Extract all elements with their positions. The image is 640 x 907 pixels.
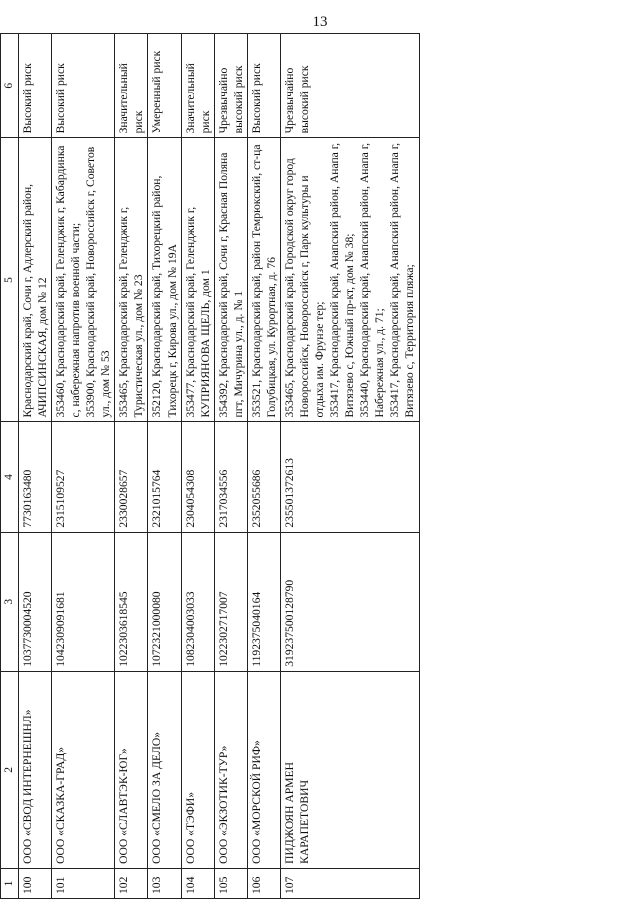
registry-table	[0, 33, 420, 899]
header-cell: 5	[1, 138, 19, 422]
address-cell	[52, 138, 115, 422]
address-line: 352120, Краснодарский край, Тихорецкий район, Тихорецк г, Кирова ул., дом № 19А	[150, 175, 179, 418]
risk-category: Умеренный риск	[148, 34, 181, 138]
row-number: 102	[115, 868, 148, 898]
risk-category: Высокий риск	[247, 34, 280, 138]
address-line: 353900, Краснодарский край, Новороссийск г, Советов ул., дом № 53	[84, 146, 113, 418]
organization-name: ООО «ЭКЗОТИК-ТУР»	[214, 671, 247, 868]
ogrn-value: 1037730004520	[18, 532, 51, 671]
address-line: 353477, Краснодарский край, Геленджик г, КУПРИЯНОВА ЩЕЛЬ, дом 1	[183, 206, 212, 418]
table-row	[280, 34, 419, 899]
table-row	[214, 34, 247, 899]
address-line: 353417, Краснодарский край, Анапский район, Анапа г, Витязево с, Южный пр-кт, дом № 38;	[328, 142, 357, 418]
row-number: 105	[214, 868, 247, 898]
inn-value: 2352055686	[247, 422, 280, 532]
risk-category: Значительный риск	[115, 34, 148, 138]
row-number: 107	[280, 868, 419, 898]
address-cell	[148, 138, 181, 422]
table-row	[18, 34, 51, 899]
inn-value: 2304054308	[181, 422, 214, 532]
organization-name: ООО «СВОД ИНТЕРНЕШНЛ»	[18, 671, 51, 868]
ogrn-value: 1022302717007	[214, 532, 247, 671]
ogrn-value: 1072321000080	[148, 532, 181, 671]
row-number: 100	[18, 868, 51, 898]
organization-name: ООО «ТЭФИ»	[181, 671, 214, 868]
organization-name: ООО «СМЕЛО ЗА ДЕЛО»	[148, 671, 181, 868]
organization-name: ПИДЖОЯН АРМЕН КАРАПЕТОВИЧ	[280, 671, 419, 868]
organization-name: ООО «СКАЗКА-ГРАД»	[52, 671, 115, 868]
row-number: 104	[181, 868, 214, 898]
address-cell	[181, 138, 214, 422]
ogrn-value: 1082304003033	[181, 532, 214, 671]
rotated-table-container	[0, 23, 640, 907]
ogrn-value: 1022303618545	[115, 532, 148, 671]
inn-value: 2317034556	[214, 422, 247, 532]
table-row	[148, 34, 181, 899]
ogrn-value: 1042309091681	[52, 532, 115, 671]
address-line: 353440, Краснодарский край, Анапский район, Анапа г, Набережная ул., д. 71;	[358, 142, 387, 418]
risk-category: Высокий риск	[52, 34, 115, 138]
header-cell: 4	[1, 422, 19, 532]
page-number: 13	[312, 14, 328, 30]
header-cell: 6	[1, 34, 19, 138]
row-number: 106	[247, 868, 280, 898]
address-line: Краснодарский край, Сочи г, Адлерский район, АЧИПСИНСКАЯ, дом № 12	[20, 183, 49, 418]
organization-name: ООО «СЛАВТЭК-ЮГ»	[115, 671, 148, 868]
table-row	[115, 34, 148, 899]
organization-name: ООО «МОРСКОЙ РИФ»	[247, 671, 280, 868]
address-line: 353460, Краснодарский край, Геленджик г, Кабардинка с, набережная напротив военной части;	[54, 145, 83, 418]
table-row	[181, 34, 214, 899]
header-cell: 1	[1, 868, 19, 898]
table-body	[18, 34, 419, 899]
address-line: 354392, Краснодарский край, Сочи г, Красная Поляна пгт, Мичурина ул., д. № 1	[216, 152, 245, 418]
address-line: 353465, Краснодарский край, Городской округ город Новороссийск, Новороссийск г, Парк культуры и отдыха им. Фрунзе тер;	[282, 158, 327, 418]
inn-value: 2321015764	[148, 422, 181, 532]
row-number: 103	[148, 868, 181, 898]
address-line: 353417, Краснодарский край, Анапский район, Анапа г, Витязево с, Территория пляжа;	[388, 142, 417, 418]
header-cell: 2	[1, 671, 19, 868]
inn-value: 7730163480	[18, 422, 51, 532]
header-row	[1, 34, 19, 899]
inn-value: 2330028657	[115, 422, 148, 532]
ogrn-value: 319237500128790	[280, 532, 419, 671]
risk-category: Значительный риск	[181, 34, 214, 138]
risk-category: Чрезвычайно высокий риск	[214, 34, 247, 138]
table-row	[52, 34, 115, 899]
address-cell	[18, 138, 51, 422]
address-cell	[247, 138, 280, 422]
inn-value: 2315109527	[52, 422, 115, 532]
header-cell: 3	[1, 532, 19, 671]
address-cell	[115, 138, 148, 422]
risk-category: Чрезвычайно высокий риск	[280, 34, 419, 138]
inn-value: 235501372613	[280, 422, 419, 532]
address-cell	[280, 138, 419, 422]
address-cell	[214, 138, 247, 422]
ogrn-value: 1192375040164	[247, 532, 280, 671]
address-line: 353465, Краснодарский край, Геленджик г, Туристическая ул., дом № 23	[117, 206, 146, 418]
address-line: 353521, Краснодарский край, район Темрюкский, ст-ца Голубицкая, ул. Курортная, д. 76	[249, 144, 278, 418]
row-number: 101	[52, 868, 115, 898]
risk-category: Высокий риск	[18, 34, 51, 138]
table-row	[247, 34, 280, 899]
